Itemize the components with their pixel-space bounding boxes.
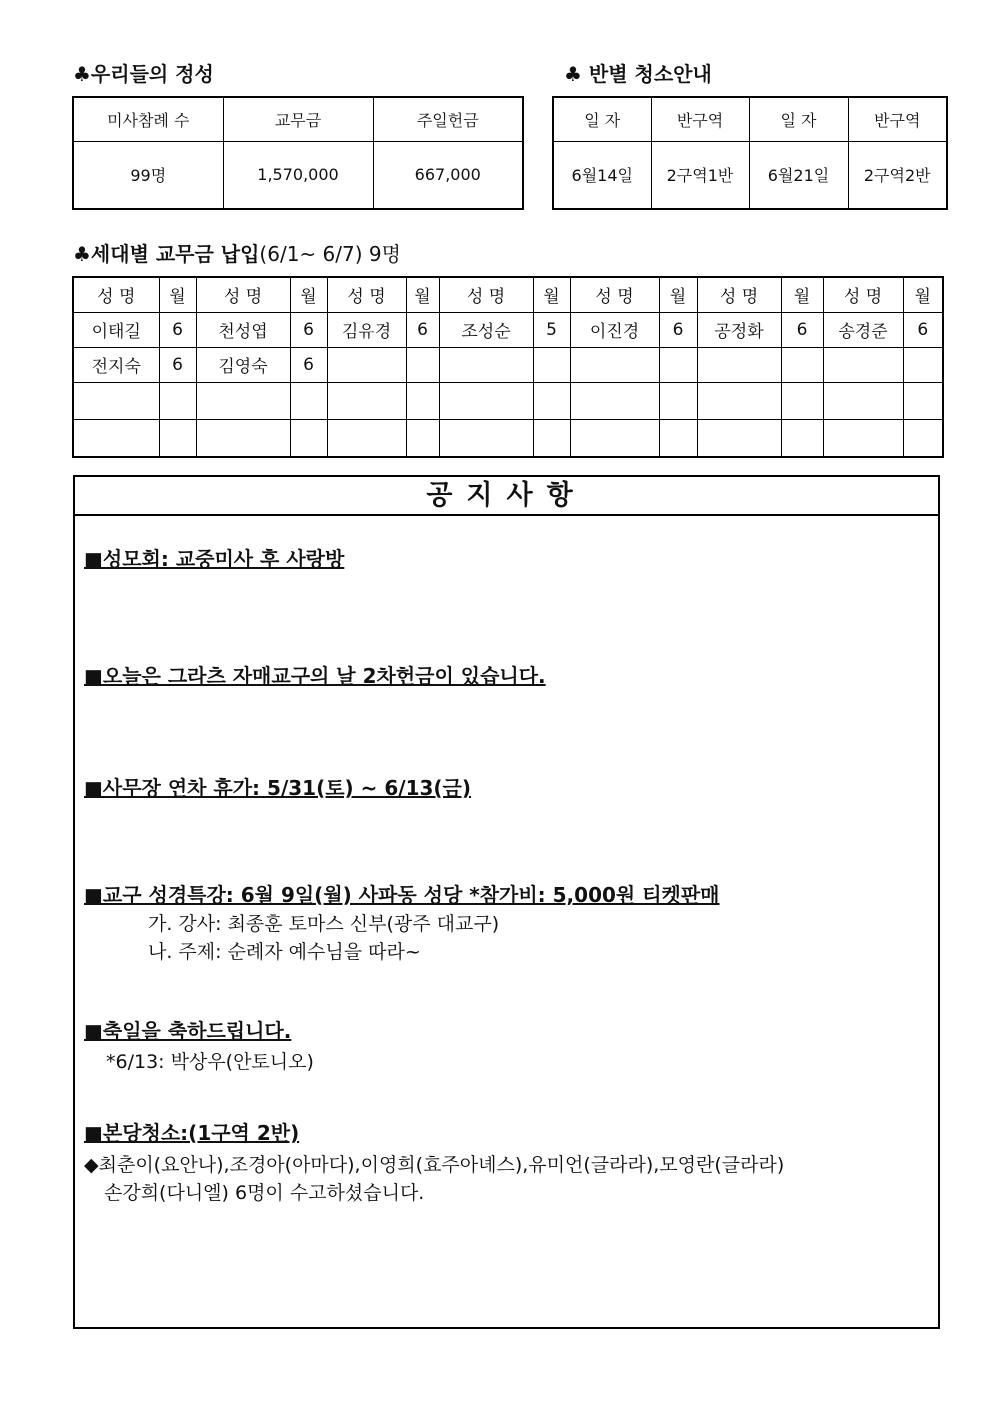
- notice-item-topic: 나. 주제: 순례자 예수님을 따라~: [148, 941, 421, 963]
- table-row: [73, 347, 943, 382]
- dues-cell: [533, 419, 570, 457]
- dues-header-name: 성 명: [327, 277, 406, 312]
- dues-header-month: 월: [533, 277, 570, 312]
- dues-cell: [439, 347, 533, 382]
- dues-cell: 김유경: [327, 312, 406, 347]
- dues-header-name: 성 명: [196, 277, 290, 312]
- dues-cell: [570, 382, 659, 419]
- dues-cell: [823, 347, 903, 382]
- dues-cell: 송경준: [823, 312, 903, 347]
- dues-cell: [570, 347, 659, 382]
- dues-cell: [406, 347, 439, 382]
- notice-item-feast-person: *6/13: 박상우(안토니오): [106, 1051, 314, 1073]
- dues-header-month: 월: [406, 277, 439, 312]
- dues-cell: [781, 382, 823, 419]
- table-row: [73, 419, 943, 457]
- dues-header-month: 월: [781, 277, 823, 312]
- dues-cell: [823, 419, 903, 457]
- cleaning-value-date-2: 6월21일: [749, 141, 848, 209]
- dues-cell: [659, 347, 697, 382]
- notice-item-lecturer: 가. 강사: 최종훈 토마스 신부(광주 대교구): [148, 913, 500, 935]
- dues-header-name: 성 명: [73, 277, 159, 312]
- dues-header-month: 월: [290, 277, 327, 312]
- dues-cell: [327, 419, 406, 457]
- dues-cell: [73, 382, 159, 419]
- offering-header-attendance: 미사참례 수: [73, 97, 223, 141]
- table-row: [73, 312, 943, 347]
- dues-header-row: [73, 277, 943, 312]
- dues-header-name: 성 명: [570, 277, 659, 312]
- notice-box: [73, 475, 940, 1329]
- offering-value-attendance: 99명: [73, 141, 223, 209]
- dues-cell: [823, 382, 903, 419]
- dues-cell: [290, 382, 327, 419]
- dues-cell: [781, 419, 823, 457]
- dues-cell: 김영숙: [196, 347, 290, 382]
- cleaning-value-date-1: 6월14일: [553, 141, 651, 209]
- dues-cell: [327, 382, 406, 419]
- dues-cell: 6: [290, 347, 327, 382]
- dues-cell: 6: [159, 312, 196, 347]
- dues-header-name: 성 명: [439, 277, 533, 312]
- notice-item-feast: ■축일을 축하드립니다.: [84, 1019, 292, 1043]
- dues-cell: 전지숙: [73, 347, 159, 382]
- dues-cell: 6: [903, 312, 943, 347]
- offering-table: [72, 96, 524, 210]
- dues-cell: [73, 419, 159, 457]
- notice-item-bible-lecture: ■교구 성경특강: 6월 9일(월) 사파동 성당 *참가비: 5,000원 티켓판매: [84, 883, 720, 907]
- notice-title: 공지사항: [75, 477, 938, 516]
- dues-cell: 이진경: [570, 312, 659, 347]
- dues-cell: [196, 382, 290, 419]
- cleaning-section-title: ♣ 반별 청소안내: [564, 62, 712, 86]
- cleaning-header-date-1: 일 자: [553, 97, 651, 141]
- dues-cell: [570, 419, 659, 457]
- offering-header-dues: 교무금: [223, 97, 373, 141]
- dues-cell: [327, 347, 406, 382]
- dues-cell: [697, 419, 781, 457]
- dues-cell: [903, 347, 943, 382]
- dues-cell: [903, 419, 943, 457]
- dues-cell: 공정화: [697, 312, 781, 347]
- dues-cell: [659, 419, 697, 457]
- cleaning-value-group-1: 2구역1반: [651, 141, 749, 209]
- dues-cell: [697, 347, 781, 382]
- dues-cell: 조성순: [439, 312, 533, 347]
- notice-item-second-collection: ■오늘은 그라츠 자매교구의 날 2차헌금이 있습니다.: [84, 664, 546, 688]
- dues-cell: [533, 382, 570, 419]
- dues-cell: 천성엽: [196, 312, 290, 347]
- dues-cell: [290, 419, 327, 457]
- dues-cell: 6: [781, 312, 823, 347]
- dues-header-name: 성 명: [697, 277, 781, 312]
- dues-cell: 5: [533, 312, 570, 347]
- dues-section-title: [73, 238, 401, 267]
- offering-value-dues: 1,570,000: [223, 141, 373, 209]
- dues-cell: [697, 382, 781, 419]
- dues-cell: 이태길: [73, 312, 159, 347]
- dues-cell: [781, 347, 823, 382]
- dues-cell: [439, 419, 533, 457]
- dues-cell: [406, 419, 439, 457]
- dues-cell: [439, 382, 533, 419]
- cleaning-header-group-1: 반구역: [651, 97, 749, 141]
- offering-section-title: ♣우리들의 정성: [73, 62, 214, 86]
- cleaning-value-group-2: 2구역2반: [848, 141, 947, 209]
- table-row: [73, 382, 943, 419]
- dues-cell: 6: [290, 312, 327, 347]
- notice-item-cleaning-names: ◆최춘이(요안나),조경아(아마다),이영희(효주아녜스),유미언(글라라),모영란(글라라): [84, 1154, 785, 1176]
- dues-cell: 6: [406, 312, 439, 347]
- offering-value-sunday: 667,000: [373, 141, 523, 209]
- notice-item-office-leave: ■사무장 연차 휴가: 5/31(토) ~ 6/13(금): [84, 776, 472, 800]
- dues-title-text: ♣세대별 교무금 납입: [73, 242, 260, 266]
- offering-header-sunday: 주일헌금: [373, 97, 523, 141]
- dues-header-name: 성 명: [823, 277, 903, 312]
- dues-table: [72, 276, 944, 458]
- cleaning-header-group-2: 반구역: [848, 97, 947, 141]
- dues-cell: [533, 347, 570, 382]
- dues-cell: [159, 382, 196, 419]
- dues-cell: 6: [159, 347, 196, 382]
- dues-header-month: 월: [903, 277, 943, 312]
- cleaning-table: [552, 96, 948, 210]
- cleaning-header-date-2: 일 자: [749, 97, 848, 141]
- dues-cell: [196, 419, 290, 457]
- dues-cell: [903, 382, 943, 419]
- dues-cell: 6: [659, 312, 697, 347]
- dues-cell: [159, 419, 196, 457]
- dues-range-text: (6/1~ 6/7) 9명: [259, 242, 401, 266]
- dues-header-month: 월: [659, 277, 697, 312]
- dues-cell: [659, 382, 697, 419]
- dues-cell: [406, 382, 439, 419]
- notice-item-cleaning-thanks: 손강희(다니엘) 6명이 수고하셨습니다.: [104, 1182, 425, 1204]
- notice-item-sodality: ■성모회: 교중미사 후 사랑방: [84, 547, 345, 571]
- notice-item-cleaning: ■본당청소:(1구역 2반): [84, 1121, 300, 1145]
- dues-header-month: 월: [159, 277, 196, 312]
